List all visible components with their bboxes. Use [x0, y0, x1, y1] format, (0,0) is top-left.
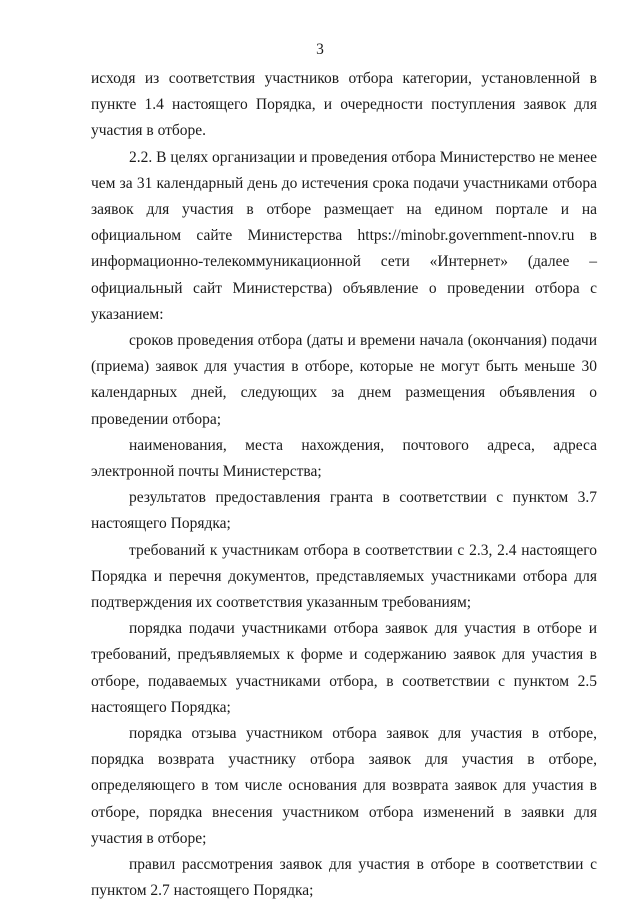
paragraph-item-participant-requirements: требований к участникам отбора в соответствии с 2.3, 2.4 настоящего Порядка и перечня документов, представляемых участниками отбора для подтверждения их соответствия указанным требованиям; [91, 541, 597, 612]
paragraph-item-review-rules: правил рассмотрения заявок для участия в отборе в соответствии с пунктом 2.7 настоящего Порядка; [91, 856, 597, 900]
paragraph-item-withdrawal-procedure: порядка отзыва участником отбора заявок для участия в отборе, порядка возврата участнику отбора заявок для участия в отборе, определяющего в том числе основания для возврата заявок для участия в отборе, порядка внесения участником отбора изменений в заявки для участия в отборе; [91, 725, 597, 847]
paragraph-item-grant-results: результатов предоставления гранта в соответствии с пунктом 3.7 настоящего Порядка; [91, 489, 597, 533]
paragraph-continuation: исходя из соответствия участников отбора категории, установленной в пункте 1.4 настоящего Порядка, и очередности поступления заявок для участия в отборе. [91, 70, 597, 140]
paragraph-item-ministry-contacts: наименования, места нахождения, почтового адреса, адреса электронной почты Министерства; [91, 436, 597, 481]
paragraph-item-deadlines: сроков проведения отбора (даты и времени начала (окончания) подачи (приема) заявок для участия в отборе, которые не могут быть меньше 30 календарных дней, следующих за днем размещения объявления о проведении отбора; [91, 332, 597, 428]
paragraph-clause-2-2: 2.2. В целях организации и проведения отбора Министерство не менее чем за 31 календарный день до истечения срока подачи участниками отбора заявок для участия в отборе размещает на едином портале и на официальном сайте Министерства https://minobr.government-nnov.ru в информационно-телекоммуникационной сети «Интернет» (далее – официальный сайт Министерства) объявление о проведении отбора с указанием: [91, 148, 598, 323]
page-number: 3 [316, 41, 324, 58]
paragraph-item-submission-procedure: порядка подачи участниками отбора заявок для участия в отборе и требований, предъявляемых к форме и содержанию заявок для участия в отборе, подаваемых участниками отбора, в соответствии с пунктом 2.5 настоящего Порядка; [91, 620, 597, 716]
document-body [91, 66, 597, 905]
